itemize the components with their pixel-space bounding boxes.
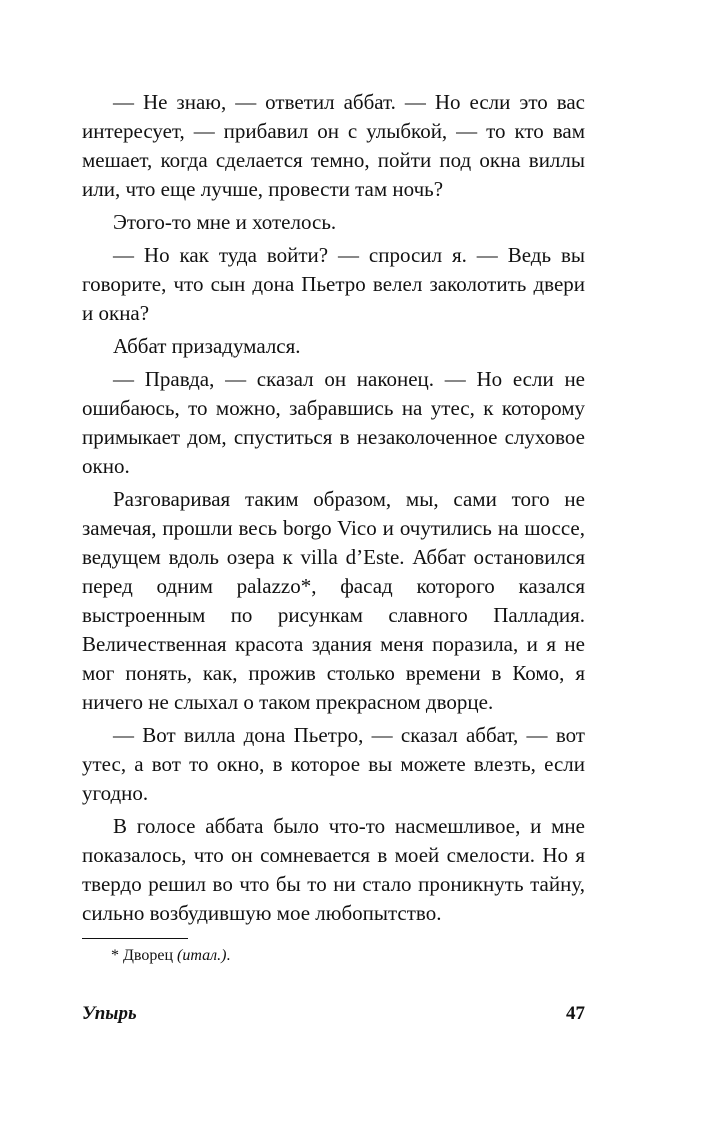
footnote-text: Дворец: [123, 947, 178, 964]
footnote-divider: [82, 938, 188, 939]
paragraph: Разговаривая таким образом, мы, сами того не замечая, прошли весь borgo Vico и очутились на шоссе, ведущем вдоль озера к villa d’Este. Аббат остановился перед одним palazzo*, фасад которого казался выстроенным по рисункам славного Палладия. Величественная красота здания меня поразила, и я не мог понять, как, прожив столько времени в Комо, я ничего не слыхал о таком прекрасном дворце.: [82, 487, 585, 714]
paragraph: Аббат призадумался.: [113, 334, 301, 358]
paragraph: — Не знаю, — ответил аббат. — Но если это вас интересует, — прибавил он с улыбкой, — то кто вам мешает, когда сделается темно, пойти под окна виллы или, что еще лучше, провести там ночь?: [82, 90, 585, 201]
footnote-marker: *: [111, 947, 119, 964]
body-text: [82, 88, 585, 932]
footnote-end: .: [226, 947, 231, 964]
paragraph: Этого-то мне и хотелось.: [113, 210, 337, 234]
footnote-note: (итал.): [177, 947, 227, 964]
paragraph: — Но как туда войти? — спросил я. — Ведь вы говорите, что сын дона Пьетро велел заколотить двери и окна?: [82, 243, 585, 325]
paragraph: — Правда, — сказал он наконец. — Но если не ошибаюсь, то можно, забравшись на утес, к которому примыкает дом, спуститься в незаколоченное слуховое окно.: [82, 367, 585, 478]
paragraph: — Вот вилла дона Пьетро, — сказал аббат, — вот утес, а вот то окно, в которое вы можете влезть, если угодно.: [82, 723, 585, 805]
page-number: 47: [566, 1003, 585, 1024]
running-title: Упырь: [82, 1003, 137, 1024]
footnote: [111, 945, 230, 967]
paragraph: В голосе аббата было что-то насмешливое, и мне показалось, что он сомневается в моей смелости. Но я твердо решил во что бы то ни стало проникнуть тайну, сильно возбудившую мое любопытство.: [82, 814, 585, 925]
